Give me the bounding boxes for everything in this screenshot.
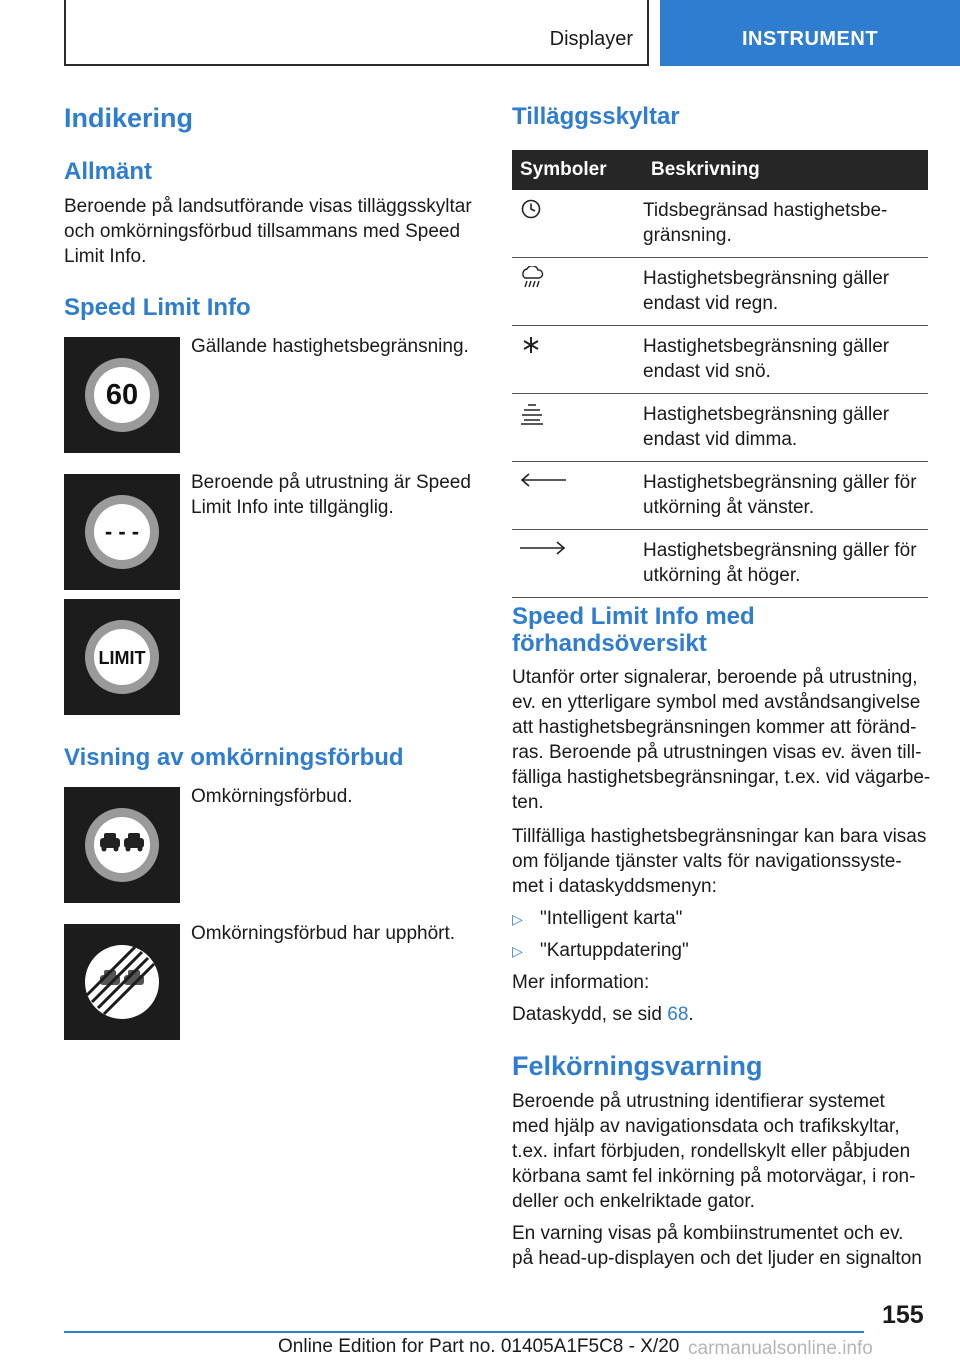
- text-line: Hastighetsbegränsning gäller: [643, 268, 890, 289]
- section-heading-additional-signs: Tilläggsskyltar: [512, 103, 680, 130]
- column-header-symbols: Symboler: [512, 150, 643, 190]
- clock-icon: [518, 198, 544, 220]
- text-line: om följande tjänster valts för navigationssyste-: [512, 851, 902, 872]
- symbol-cell: [512, 394, 643, 462]
- sign-text-60: 60: [105, 379, 139, 411]
- speed-limit-unavailable-desc: [191, 470, 481, 520]
- symbol-cell: [512, 462, 643, 530]
- speed-limit-unavailable-sign: [64, 474, 180, 590]
- symbol-cell: [512, 258, 643, 326]
- column-header-description: Beskrivning: [643, 150, 928, 190]
- page-number: 155: [882, 1301, 924, 1329]
- text-line: Utanför orter signalerar, beroende på utrustning,: [512, 667, 918, 688]
- end-no-overtaking-sign: [64, 924, 180, 1040]
- section-heading-speed-limit-info: Speed Limit Info: [64, 294, 251, 321]
- text-line: Hastighetsbegränsning gäller för: [643, 472, 917, 493]
- list-item: [512, 906, 682, 932]
- additional-signs-table: [512, 150, 928, 598]
- preview-paragraph-2: [512, 824, 932, 899]
- table-row: [512, 258, 928, 326]
- text-line: En varning visas på kombiinstrumentet och ev.: [512, 1223, 904, 1244]
- no-overtaking-desc: [191, 784, 481, 809]
- bullet-text: "Intelligent karta": [540, 908, 683, 929]
- watermark: carmanualsonline.info: [688, 1338, 873, 1359]
- symbol-cell: [512, 326, 643, 394]
- text-line: endast vid regn.: [643, 293, 779, 314]
- list-item: [512, 938, 689, 964]
- text-line: Hastighetsbegränsning gäller: [643, 404, 890, 425]
- description-cell: [643, 258, 928, 326]
- text-line: körbana samt fel inkörning på motorvägar, i ron-: [512, 1166, 916, 1187]
- bullet-text: "Kartuppdatering": [540, 940, 689, 961]
- text-line: endast vid dimma.: [643, 429, 798, 450]
- heading-line: Speed Limit Info med: [512, 603, 755, 630]
- section-heading-wrong-way: Felkörningsvarning: [512, 1051, 763, 1081]
- snowflake-icon: [518, 334, 544, 356]
- sign-text-limit: LIMIT: [98, 648, 146, 668]
- text-line: fälliga hastighetsbegränsningar, t.ex. vid vägarbe-: [512, 767, 931, 788]
- text-line: Omkörningsförbud har upphört.: [191, 923, 456, 944]
- text-line: Hastighetsbegränsning gäller: [643, 336, 890, 357]
- table-row: [512, 530, 928, 598]
- text-line: Tillfälliga hastighetsbegränsningar kan bara visas: [512, 826, 927, 847]
- text-line: Beroende på utrustning är Speed: [191, 472, 471, 493]
- bullet-triangle-icon: ▷: [512, 911, 523, 927]
- reference-end: .: [688, 1004, 694, 1025]
- end-no-overtaking-desc: [191, 921, 481, 946]
- sign-text-dashes: - - -: [104, 519, 140, 544]
- data-protection-reference: [512, 1002, 694, 1027]
- symbol-cell: [512, 530, 643, 598]
- page-link[interactable]: 68: [667, 1004, 689, 1025]
- fog-icon: [518, 402, 546, 426]
- rain-icon: [518, 266, 546, 290]
- more-info-label: Mer information:: [512, 972, 650, 993]
- text-line: Gällande hastighetsbegränsning.: [191, 336, 469, 357]
- text-line: på head-up-displayen och det ljuder en signalton: [512, 1248, 922, 1269]
- section-heading-overtaking: Visning av omkörningsförbud: [64, 744, 404, 771]
- text-line: att hastighetsbegränsningen kommer att föränd-: [512, 717, 917, 738]
- section-heading-preview: [512, 603, 755, 657]
- text-line: Hastighetsbegränsning gäller för: [643, 540, 917, 561]
- wrong-way-paragraph-2: [512, 1221, 932, 1271]
- text-line: Limit Info.: [64, 246, 147, 267]
- text-line: endast vid snö.: [643, 361, 771, 382]
- wrong-way-paragraph-1: [512, 1089, 932, 1214]
- text-line: med hjälp av navigationsdata och trafikskyltar,: [512, 1116, 900, 1137]
- preview-paragraph-1: [512, 665, 932, 815]
- description-cell: [643, 190, 928, 258]
- description-cell: [643, 394, 928, 462]
- header-section-label: Displayer: [549, 28, 633, 50]
- text-line: ras. Beroende på utrustningen visas ev. även till-: [512, 742, 922, 763]
- text-line: Omkörningsförbud.: [191, 786, 353, 807]
- text-line: gränsning.: [643, 225, 732, 246]
- speed-limit-60-sign: [64, 337, 180, 453]
- description-cell: [643, 326, 928, 394]
- text-line: Tidsbegränsad hastighetsbe-: [643, 200, 888, 221]
- text-line: met i dataskyddsmenyn:: [512, 876, 717, 897]
- text-line: Beroende på landsutförande visas tilläggsskyltar: [64, 196, 472, 217]
- speed-limit-current-desc: [191, 334, 481, 359]
- table-row: [512, 190, 928, 258]
- text-line: deller och enkelriktade gator.: [512, 1191, 755, 1212]
- description-cell: [643, 462, 928, 530]
- text-line: Limit Info inte tillgänglig.: [191, 497, 394, 518]
- table-header-row: [512, 150, 928, 190]
- text-line: t.ex. infart förbjuden, rondellskylt eller påbjuden: [512, 1141, 911, 1162]
- text-line: ev. en ytterligare symbol med avståndsangivelse: [512, 692, 921, 713]
- heading-line: förhandsöversikt: [512, 630, 707, 657]
- table-row: [512, 326, 928, 394]
- table-row: [512, 394, 928, 462]
- bullet-triangle-icon: ▷: [512, 943, 523, 959]
- section-heading-general: Allmänt: [64, 158, 153, 185]
- reference-text: Dataskydd, se sid: [512, 1004, 668, 1025]
- arrow-right-icon: [518, 538, 568, 558]
- text-line: och omkörningsförbud tillsammans med Speed: [64, 221, 461, 242]
- footer-divider: [64, 1331, 864, 1333]
- speed-limit-limit-sign: [64, 599, 180, 715]
- symbol-cell: [512, 190, 643, 258]
- arrow-left-icon: [518, 470, 568, 490]
- no-overtaking-sign: [64, 787, 180, 903]
- header-tab[interactable]: [660, 0, 960, 66]
- text-line: utkörning åt höger.: [643, 565, 801, 586]
- page-title: Indikering: [64, 103, 194, 133]
- header-section-box: [64, 0, 649, 66]
- header-tab-label: INSTRUMENT: [741, 28, 879, 50]
- table-row: [512, 462, 928, 530]
- text-line: Beroende på utrustning identifierar systemet: [512, 1091, 885, 1112]
- general-paragraph: [64, 194, 484, 269]
- text-line: utkörning åt vänster.: [643, 497, 815, 518]
- text-line: ten.: [512, 792, 544, 813]
- description-cell: [643, 530, 928, 598]
- footer-edition: Online Edition for Part no. 01405A1F5C8 - X/20: [278, 1336, 680, 1357]
